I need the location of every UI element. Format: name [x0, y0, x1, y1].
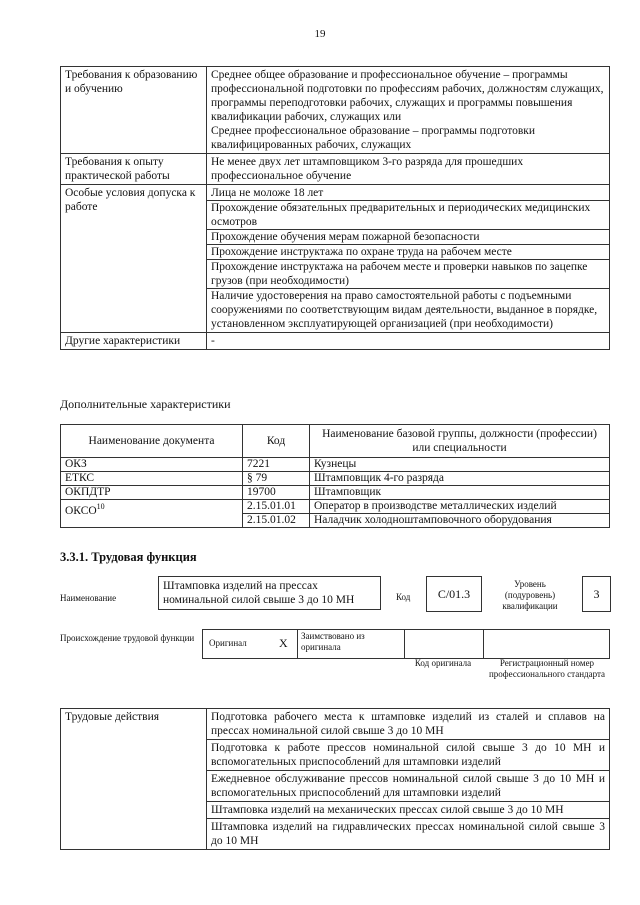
labor-action: Ежедневное обслуживание прессов номинальной силой свыше 3 до 10 МН и вспомогательных приспособлений для штамповки изделий	[207, 771, 610, 802]
table-row	[61, 154, 610, 185]
function-code-box: C/01.3	[426, 576, 482, 612]
section-subtitle: Дополнительные характеристики	[60, 397, 231, 411]
doc-name: ОКСО	[65, 504, 97, 517]
table-row	[61, 333, 610, 350]
list-item: Среднее профессиональное образование – программы подготовки квалифицированных рабочих, служащих	[211, 125, 536, 151]
code-cell: 2.15.01.02	[243, 514, 310, 528]
labor-actions-table	[60, 708, 610, 850]
list-item: Наличие удостоверения на право самостоятельной работы с подъемными сооружениями по соответствующим видам деятельности, выданное в порядке, установленном эксплуатирующей организацией (при необходимости)	[211, 290, 598, 330]
level-label: Уровень (подуровень) квалификации	[502, 579, 558, 611]
list-item: Прохождение обучения мерам пожарной безопасности	[207, 230, 609, 245]
function-name-box: Штамповка изделий на прессах номинальной силой свыше 3 до 10 МН	[158, 576, 381, 610]
classification-table	[60, 424, 610, 528]
name-cell: Штамповщик 4-го разряда	[310, 472, 610, 486]
code-cell: 19700	[243, 486, 310, 500]
origin-label: Происхождение трудовой функции	[60, 633, 195, 643]
footnote-mark: 10	[96, 502, 105, 511]
table-row	[61, 500, 610, 514]
level-value-box: 3	[582, 576, 611, 612]
requirements-table	[60, 66, 610, 350]
original-mark: X	[279, 636, 288, 650]
doc-cell	[61, 500, 243, 528]
column-header: Наименование документа	[61, 425, 243, 458]
doc-cell: ОКЗ	[61, 458, 243, 472]
list-item: Лица не моложе 18 лет	[207, 186, 609, 201]
section-title: 3.3.1. Трудовая функция	[60, 550, 197, 564]
doc-cell: ЕТКС	[61, 472, 243, 486]
list-item: Прохождение инструктажа на рабочем месте и проверки навыков по зацепке грузов (при необходимости)	[207, 260, 609, 289]
row-label: Требования к образованию и обучению	[61, 67, 207, 154]
code-cell: 7221	[243, 458, 310, 472]
table-row	[61, 486, 610, 500]
labor-action: Штамповка изделий на гидравлических прессах номинальной силой свыше 3 до 10 МН	[207, 819, 610, 850]
table-row	[61, 709, 610, 740]
table-row	[61, 472, 610, 486]
doc-cell: ОКПДТР	[61, 486, 243, 500]
page-number: 19	[314, 28, 326, 40]
name-cell: Наладчик холодноштамповочного оборудования	[310, 514, 610, 528]
labor-action: Подготовка к работе прессов номинальной силой свыше 3 до 10 МН и вспомогательных приспособлений для штамповки изделий	[207, 740, 610, 771]
list-item: Прохождение обязательных предварительных и периодических медицинских осмотров	[207, 201, 609, 230]
code-original-cell	[403, 629, 484, 659]
list-item: Прохождение инструктажа по охране труда на рабочем месте	[207, 245, 609, 260]
labor-action: Подготовка рабочего места к штамповке изделий из сталей и сплавов на прессах номинальной силой свыше 3 до 10 МН	[207, 709, 610, 740]
name-cell: Оператор в производстве металлических изделий	[310, 500, 610, 514]
row-content: -	[207, 333, 610, 350]
code-cell: § 79	[243, 472, 310, 486]
original-label: Оригинал	[209, 638, 247, 648]
reg-number-label: Регистрационный номер профессионального стандарта	[488, 658, 606, 679]
row-content	[207, 185, 610, 333]
labor-action: Штамповка изделий на механических прессах силой свыше 3 до 10 МН	[207, 802, 610, 819]
table-header-row	[61, 425, 610, 458]
name-cell: Штамповщик	[310, 486, 610, 500]
list-item: Среднее общее образование и профессиональное обучение – программы профессиональной подготовки по профессиям рабочих, должностям служащих, программы переподготовки рабочих, служащих и программы повышения квалификации рабочих, служащих или	[211, 69, 604, 123]
row-label: Особые условия допуска к работе	[61, 185, 207, 333]
table-row	[61, 67, 610, 154]
reg-number-cell	[483, 629, 610, 659]
row-label: Трудовые действия	[61, 709, 207, 850]
code-cell: 2.15.01.01	[243, 500, 310, 514]
column-header: Код	[243, 425, 310, 458]
table-row	[61, 458, 610, 472]
original-cell	[202, 629, 298, 659]
list-item: Не менее двух лет штамповщиком 3-го разряда для прошедших профессиональное обучение	[211, 156, 524, 182]
borrowed-cell	[297, 629, 405, 659]
column-header: Наименование базовой группы, должности (профессии) или специальности	[310, 425, 610, 458]
borrowed-label: Заимствовано из оригинала	[301, 631, 365, 652]
table-row	[61, 185, 610, 333]
row-content	[207, 154, 610, 185]
row-label: Требования к опыту практической работы	[61, 154, 207, 185]
name-label: Наименование	[60, 593, 117, 603]
code-label: Код	[396, 592, 411, 602]
name-cell: Кузнецы	[310, 458, 610, 472]
row-label: Другие характеристики	[61, 333, 207, 350]
row-content	[207, 67, 610, 154]
code-original-label: Код оригинала	[414, 658, 472, 668]
